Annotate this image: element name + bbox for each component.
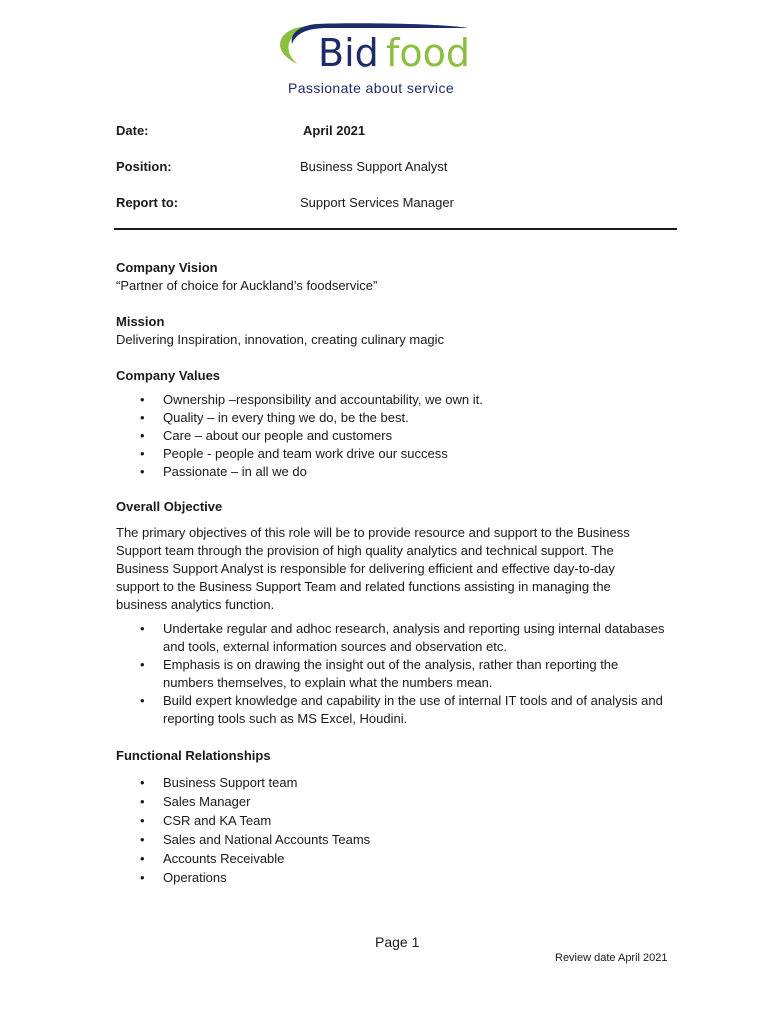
list-item: • People - people and team work drive our success <box>140 446 448 461</box>
logo-tagline: Passionate about service <box>288 80 455 96</box>
vision-section <box>116 259 676 295</box>
list-item: • Undertake regular and adhoc research, analysis and reporting using internal databases and tools, external information sources and observation etc. <box>140 621 665 654</box>
list-item: • Accounts Receivable <box>140 851 285 866</box>
mission-text: Delivering Inspiration, innovation, creating culinary magic <box>116 332 445 347</box>
list-item: • Build expert knowledge and capability in the use of internal IT tools and of analysis and reporting tools such as MS Excel, Houdini. <box>140 693 663 726</box>
values-list <box>116 391 676 481</box>
relationships-section <box>116 747 676 887</box>
report-value: Support Services Manager <box>300 195 454 210</box>
list-item: • Operations <box>140 870 227 885</box>
objective-section <box>116 498 676 728</box>
page-number: Page 1 <box>375 934 420 950</box>
list-item: • Sales and National Accounts Teams <box>140 832 371 847</box>
review-date: Review date April 2021 <box>555 952 668 964</box>
position-label: Position: <box>116 159 172 174</box>
list-item: • Sales Manager <box>140 794 251 809</box>
values-section <box>116 367 676 481</box>
vision-heading: Company Vision <box>116 260 218 275</box>
list-item: • Passionate – in all we do <box>140 464 307 479</box>
report-label: Report to: <box>116 195 179 210</box>
list-item: • CSR and KA Team <box>140 813 272 828</box>
logo-word-bid: Bid <box>318 31 379 72</box>
objective-heading: Overall Objective <box>116 499 223 514</box>
vision-text: “Partner of choice for Auckland’s foodservice” <box>116 278 378 293</box>
relationships-heading: Functional Relationships <box>116 748 271 763</box>
header-divider <box>114 228 677 230</box>
date-value: April 2021 <box>303 123 366 138</box>
list-item: • Business Support team <box>140 775 298 790</box>
values-heading: Company Values <box>116 368 221 383</box>
list-item: • Ownership –responsibility and accountability, we own it. <box>140 392 483 407</box>
logo-word-food: food <box>386 31 470 72</box>
list-item: • Emphasis is on drawing the insight out of the analysis, rather than reporting the numbers themselves, to explain what the numbers mean. <box>140 657 619 690</box>
relationships-list <box>116 774 676 887</box>
list-item: • Quality – in every thing we do, be the best. <box>140 410 409 425</box>
position-value: Business Support Analyst <box>300 159 448 174</box>
objective-paragraph: The primary objectives of this role will be to provide resource and support to the Business Support team through the provision of high quality analytics and technical support. The Business Support Analyst is responsible for delivering efficient and effective day-to-day support to the Business Support Team and related functions assisting in managing the business analytics function. <box>116 525 630 612</box>
list-item: • Care – about our people and customers <box>140 428 393 443</box>
mission-section <box>116 313 676 349</box>
logo-graphic <box>268 22 484 72</box>
mission-heading: Mission <box>116 314 165 329</box>
bidfood-logo <box>268 22 484 100</box>
date-label: Date: <box>116 123 149 138</box>
objective-list <box>116 620 671 728</box>
